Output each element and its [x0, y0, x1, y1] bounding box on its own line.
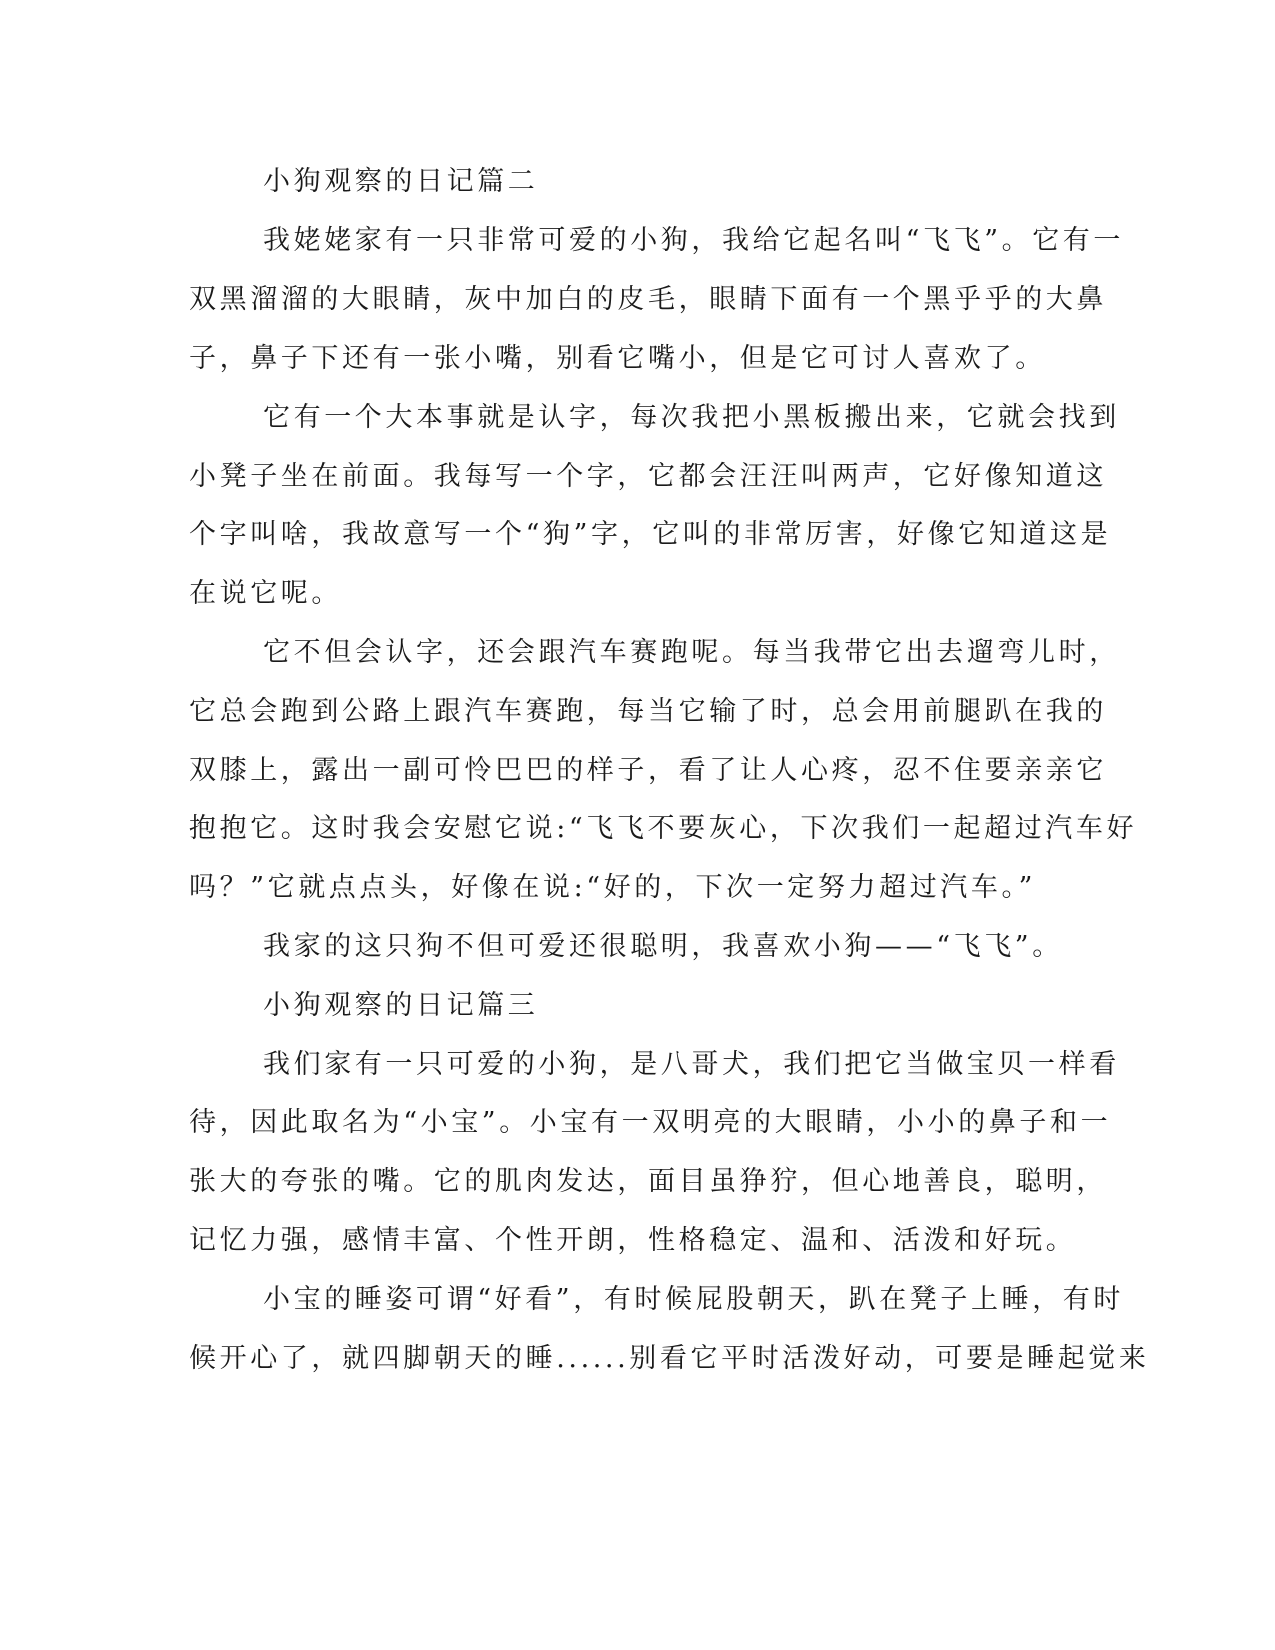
text-line: 子，鼻子下还有一张小嘴，别看它嘴小，但是它可讨人喜欢了。 [189, 343, 1046, 374]
text-line: 吗？”它就点点头，好像在说:“好的，下次一定努力超过汽车。” [189, 872, 1037, 903]
text-line: 小凳子坐在前面。我每写一个字，它都会汪汪叫两声，它好像知道这 [189, 461, 1107, 492]
text-line: 待，因此取名为“小宝”。小宝有一双明亮的大眼睛，小小的鼻子和一 [189, 1107, 1112, 1138]
text-line: 个字叫啥，我故意写一个“狗”字，它叫的非常厉害，好像它知道这是 [189, 519, 1112, 550]
text-line: 双膝上，露出一副可怜巴巴的样子，看了让人心疼，忍不住要亲亲它 [189, 755, 1107, 786]
text-line: 张大的夸张的嘴。它的肌肉发达，面目虽狰狞，但心地善良，聪明， [189, 1166, 1107, 1197]
text-line: 我们家有一只可爱的小狗，是八哥犬，我们把它当做宝贝一样看 [263, 1049, 1120, 1080]
section-heading-two: 小狗观察的日记篇二 [263, 166, 539, 197]
text-line: 它有一个大本事就是认字，每次我把小黑板搬出来，它就会找到 [263, 402, 1120, 433]
text-line: 它不但会认字，还会跟汽车赛跑呢。每当我带它出去遛弯儿时， [263, 637, 1120, 668]
section-heading-three: 小狗观察的日记篇三 [263, 990, 539, 1021]
text-line: 抱抱它。这时我会安慰它说:“飞飞不要灰心，下次我们一起超过汽车好 [189, 813, 1138, 844]
text-line: 记忆力强，感情丰富、个性开朗，性格稳定、温和、活泼和好玩。 [189, 1225, 1077, 1256]
text-line: 我姥姥家有一只非常可爱的小狗，我给它起名叫“飞飞”。它有一 [263, 225, 1125, 256]
text-line: 我家的这只狗不但可爱还很聪明，我喜欢小狗——“飞飞”。 [263, 931, 1063, 962]
text-line: 它总会跑到公路上跟汽车赛跑，每当它输了时，总会用前腿趴在我的 [189, 696, 1107, 727]
text-line: 双黑溜溜的大眼睛，灰中加白的皮毛，眼睛下面有一个黑乎乎的大鼻 [189, 284, 1107, 315]
text-line: 候开心了，就四脚朝天的睡......别看它平时活泼好动，可要是睡起觉来 [189, 1343, 1150, 1374]
text-line: 在说它呢。 [189, 578, 342, 609]
text-line: 小宝的睡姿可谓“好看”，有时候屁股朝天，趴在凳子上睡，有时 [263, 1284, 1125, 1315]
